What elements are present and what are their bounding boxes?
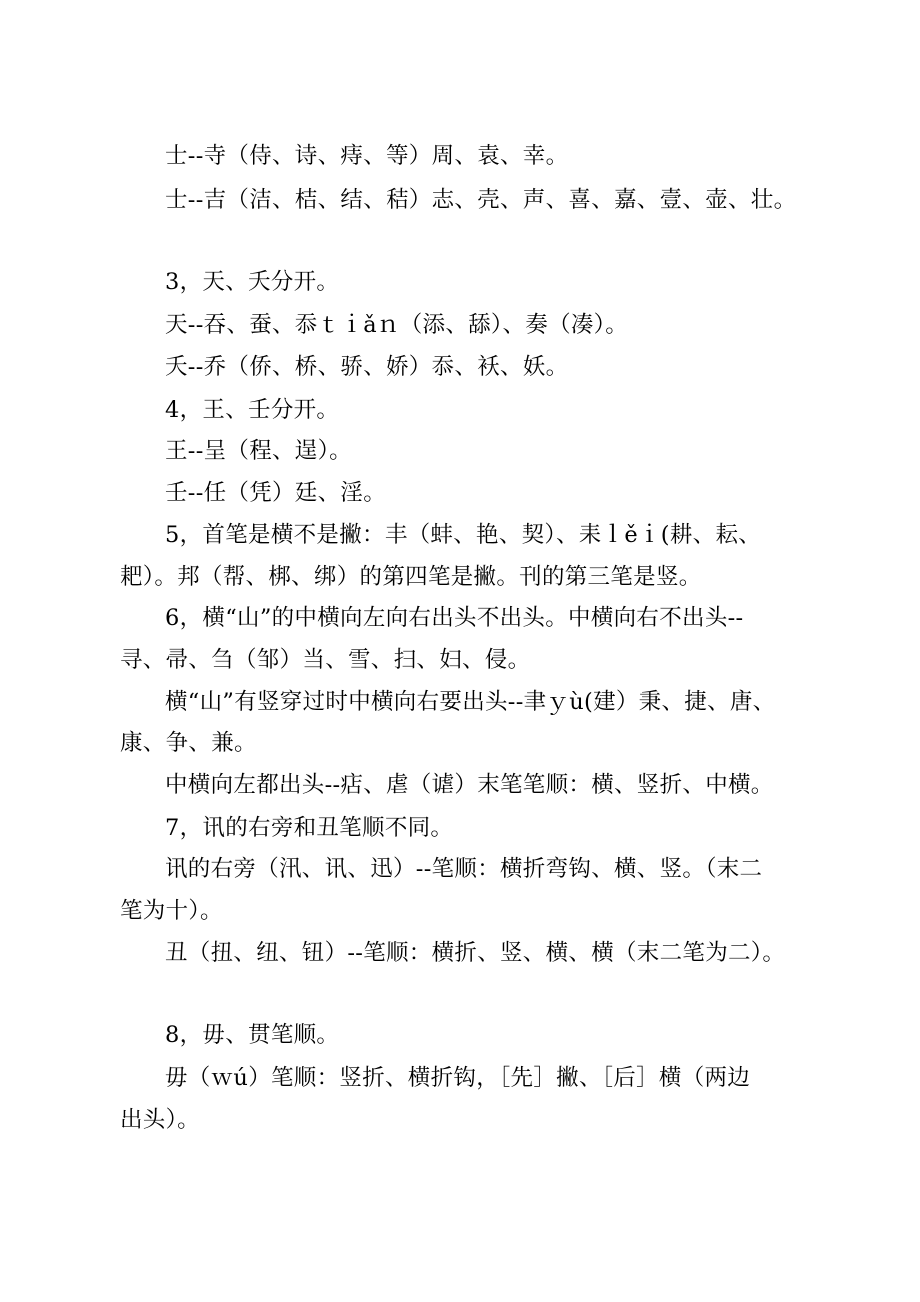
section-heading-8: 8，毋、贯笔顺。	[165, 1022, 340, 1048]
text-line-ren: 壬--任（凭）廷、淫。	[165, 480, 387, 506]
text-line-7-xun: 讯的右旁（汛、讯、迅）--笔顺：横折弯钩、横、竖。（末二	[165, 856, 763, 882]
text-line-yao: 夭--乔（侨、桥、骄、娇）忝、袄、妖。	[165, 354, 569, 380]
text-line-8-wu: 毋（ｗú）笔顺：竖折、横折钩，［先］撇、［后］横（两边	[165, 1065, 751, 1091]
section-heading-5: 5，首笔是横不是撇：丰（蚌、艳、契）、耒ｌěｉ(耕、耘、	[165, 522, 762, 548]
text-line-tian: 天--吞、蚕、忝ｔｉǎｎ（添、舔）、奏（凑）。	[165, 312, 629, 338]
section-heading-7: 7，讯的右旁和丑笔顺不同。	[165, 815, 454, 841]
text-line-6-cont: 寻、帚、刍（邹）当、雪、扫、妇、侵。	[120, 647, 531, 673]
text-line-wang: 王--呈（程、逞）。	[165, 438, 352, 464]
section-heading-4: 4，王、壬分开。	[165, 397, 340, 423]
section-heading-6: 6，横“山”的中横向左向右出头不出头。中横向右不出头--	[165, 605, 744, 631]
text-line-6-left: 中横向左都出头--痁、虐（谑）末笔笔顺：横、竖折、中横。	[165, 772, 774, 798]
text-line-8-wu-cont: 出头）。	[120, 1107, 200, 1133]
section-heading-3: 3，天、夭分开。	[165, 269, 340, 295]
text-line-7-xun-cont: 笔为十）。	[120, 898, 223, 924]
text-line-shi-ji: 士--吉（洁、桔、结、秸）志、壳、声、喜、嘉、壹、壶、壮。	[165, 187, 797, 213]
text-line-6-yu-cont: 康、争、兼。	[120, 730, 257, 756]
text-line-5-cont: 耙）。邦（帮、梆、绑）的第四笔是撇。刊的第三笔是竖。	[120, 564, 702, 590]
text-line-7-chou: 丑（扭、纽、钮）--笔顺：横折、竖、横、横（末二笔为二）。	[165, 940, 786, 966]
text-line-6-yu: 横“山”有竖穿过时中横向右要出头--聿ｙù(建）秉、捷、唐、	[165, 689, 776, 715]
text-line-shi-si: 士--寺（侍、诗、痔、等）周、袁、幸。	[165, 143, 569, 169]
